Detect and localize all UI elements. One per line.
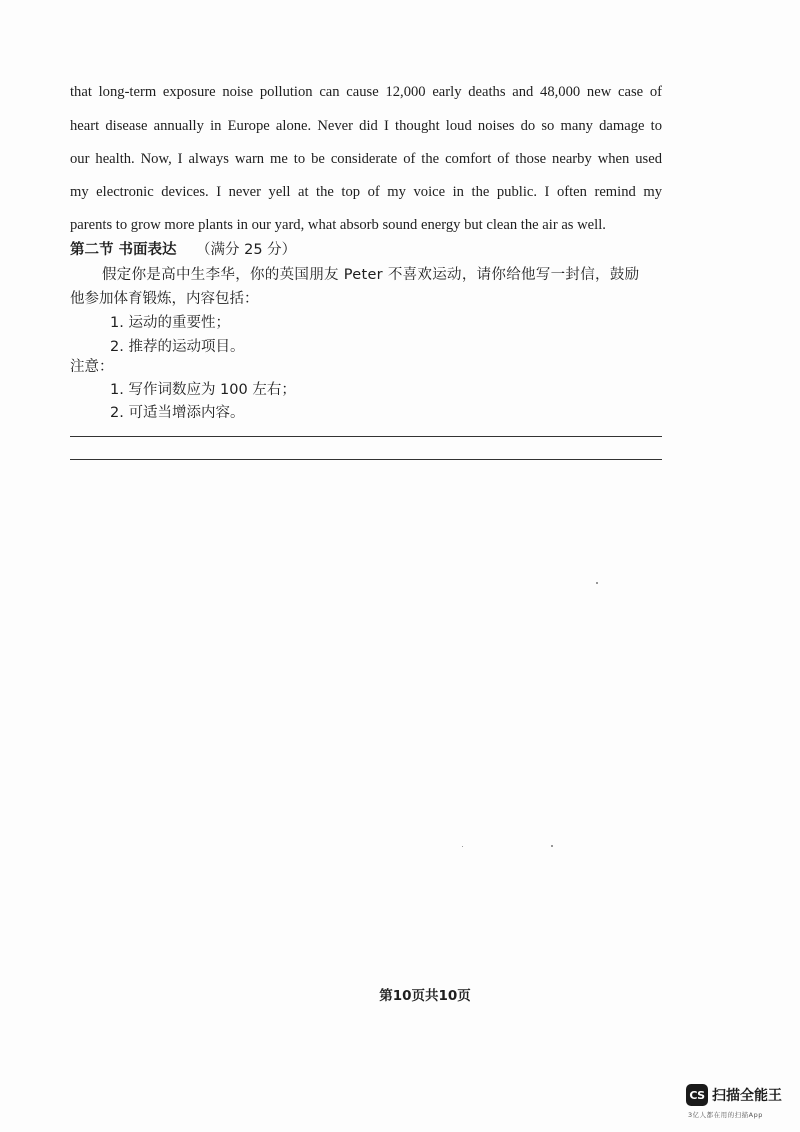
camscanner-logo-icon: CS xyxy=(686,1084,708,1106)
watermark-tagline: 3亿人都在用的扫描App xyxy=(688,1111,763,1119)
prompt-item-1: 1. 运动的重要性； xyxy=(110,315,230,331)
notes-label: 注意： xyxy=(70,359,114,375)
passage-line-5: parents to grow more plants in our yard, what absorb sound energy but clean the air as well. xyxy=(70,217,606,233)
writing-line-1 xyxy=(70,436,662,437)
page-footer xyxy=(0,984,800,1004)
writing-line-2 xyxy=(70,459,662,460)
section-score: （满分 25 分） xyxy=(196,242,297,258)
scan-speck xyxy=(462,846,463,847)
passage-line-3: our health. Now, I always warn me to be considerate of the comfort of those nearby when used xyxy=(70,151,662,167)
prompt-line-2: 他参加体育锻炼，内容包括： xyxy=(70,291,259,307)
prompt-item-2: 2. 推荐的运动项目。 xyxy=(110,339,245,355)
watermark-name: 扫描全能王 xyxy=(712,1088,782,1104)
scan-speck xyxy=(551,845,553,847)
passage-line-1: that long-term exposure noise pollution can cause 12,000 early deaths and 48,000 new case of xyxy=(70,84,662,100)
passage-line-2: heart disease annually in Europe alone. Never did I thought loud noises do so many damage to xyxy=(70,118,662,134)
scan-speck xyxy=(596,582,598,584)
scanner-watermark xyxy=(686,1084,782,1106)
page-number: 第10页共10页 xyxy=(379,988,471,1004)
prompt-line-1: 假定你是高中生李华，你的英国朋友 Peter 不喜欢运动，请你给他写一封信，鼓励 xyxy=(102,267,640,283)
notes-item-2: 2. 可适当增添内容。 xyxy=(110,405,245,421)
section-title: 第二节 书面表达 xyxy=(70,242,177,258)
notes-item-1: 1. 写作词数应为 100 左右； xyxy=(110,382,296,398)
passage-line-4: my electronic devices. I never yell at the top of my voice in the public. I often remind my xyxy=(70,184,662,200)
